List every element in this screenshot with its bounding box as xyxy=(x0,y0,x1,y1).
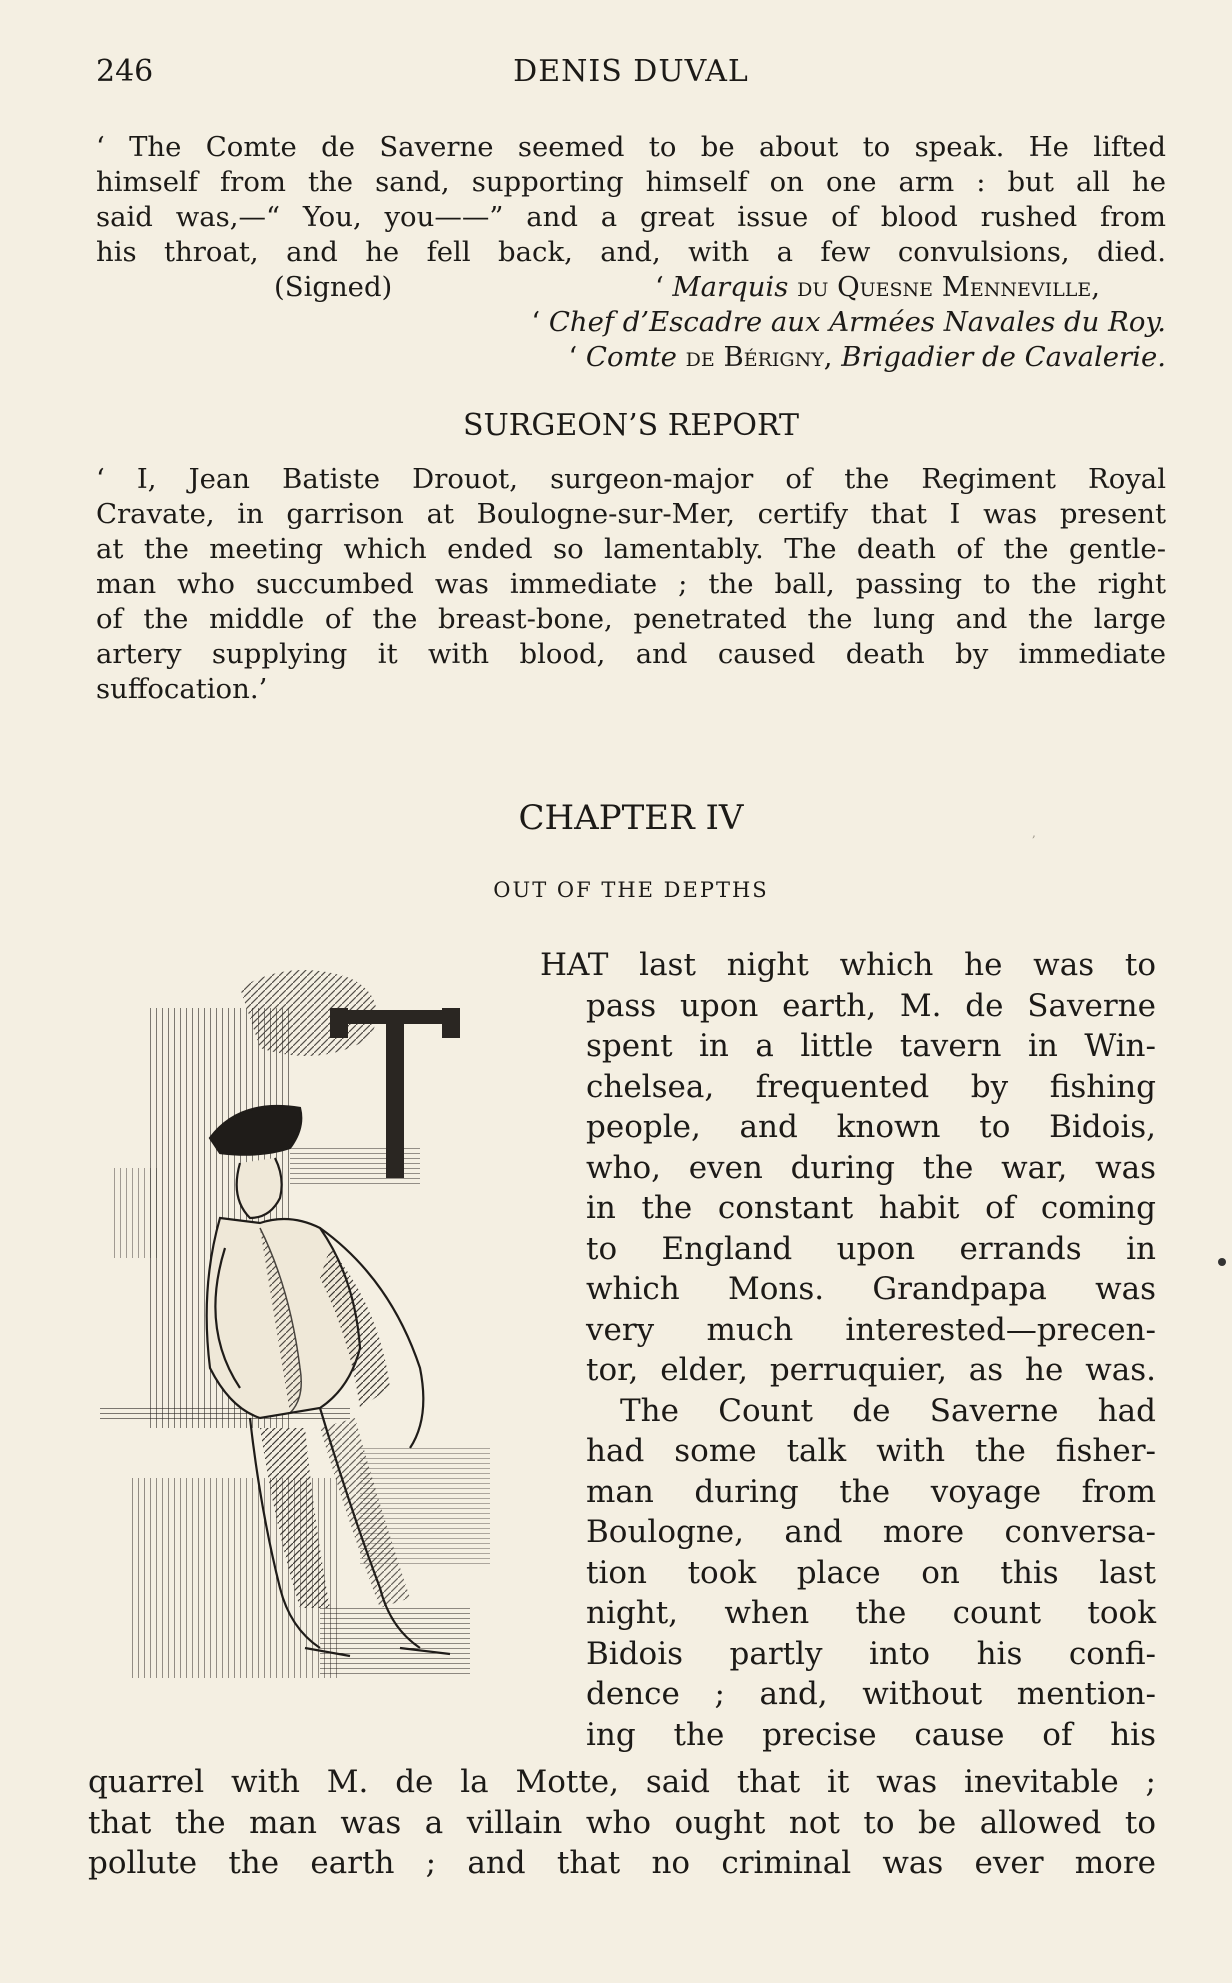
text-line: night, when the count took xyxy=(586,1595,1156,1631)
text-line: Bidois partly into his confi- xyxy=(586,1635,1156,1672)
running-title: DENIS DUVAL xyxy=(513,54,749,89)
signatory-particle: de xyxy=(685,341,715,373)
text-line: quarrel with M. de la Motte, said that it was inevitable ; xyxy=(88,1764,1156,1800)
section-heading: SURGEON’S REPORT xyxy=(462,408,800,443)
signatory-rank: Chef d’Escadre aux Armées Navales du Roy. xyxy=(548,306,1166,338)
surgeon-report-paragraph xyxy=(96,462,1166,707)
text-line: spent in a little tavern in Win- xyxy=(586,1028,1156,1064)
text-line: very much interested—precen- xyxy=(586,1311,1156,1348)
chapter-title: CHAPTER IV xyxy=(518,798,744,838)
text-line: pollute the earth ; and that no criminal was ever more xyxy=(88,1845,1156,1881)
text-line: in the constant habit of coming xyxy=(586,1190,1156,1226)
quote-mark: ‘ xyxy=(531,306,549,338)
text-line: HAT last night which he was to xyxy=(540,947,1156,983)
chapter-subtitle: OUT OF THE DEPTHS xyxy=(493,878,769,902)
chapter-continuation xyxy=(88,1762,1156,1884)
text-line: man during the voyage from xyxy=(586,1473,1156,1510)
text-line: The Count de Saverne had xyxy=(620,1392,1156,1429)
text-line: his throat, and he fell back, and, with a few convulsions, died. xyxy=(96,236,1166,268)
svg-text:T: T xyxy=(90,948,91,949)
running-head xyxy=(96,54,1166,100)
text-line: which Mons. Grandpapa was xyxy=(586,1271,1156,1307)
text-line: had some talk with the fisher- xyxy=(586,1433,1156,1469)
text-line: man who succumbed was immediate ; the ball, passing to the right xyxy=(96,568,1166,600)
signatory-1-rank xyxy=(531,305,1166,340)
text-line: said was,—“ You, you——” and a great issue of blood rushed from xyxy=(96,201,1166,233)
text-line: of the middle of the breast-bone, penetrated the lung and the large xyxy=(96,603,1166,635)
signature-block xyxy=(96,270,1166,375)
signatory-name: Quesne Menneville, xyxy=(837,271,1100,303)
signatory-2 xyxy=(568,340,1166,375)
signatory-title: Marquis xyxy=(672,271,789,303)
ink-speck xyxy=(1218,1258,1226,1266)
text-line: Cravate, in garrison at Boulogne-sur-Mer, certify that I was present xyxy=(96,498,1166,530)
text-line: ing the precise cause of his xyxy=(586,1716,1156,1753)
text-line: tor, elder, perruquier, as he was. xyxy=(586,1352,1156,1388)
text-line: pass upon earth, M. de Saverne xyxy=(586,987,1156,1024)
signatory-particle: du xyxy=(797,271,829,303)
engraving-illustration xyxy=(90,948,538,1736)
text-line: artery supplying it with blood, and caused death by immediate xyxy=(96,638,1166,670)
text-line: who, even during the war, was xyxy=(586,1149,1156,1186)
quote-mark: ‘ xyxy=(654,271,673,303)
text-line: that the man was a villain who ought not to be allowed to xyxy=(88,1804,1156,1841)
chapter-opening-wrapped xyxy=(540,945,1156,1755)
text-line: Boulogne, and more conversa- xyxy=(586,1514,1156,1550)
text-line: chelsea, frequented by fishing xyxy=(586,1068,1156,1105)
duel-statement-paragraph xyxy=(96,130,1166,270)
text-line: to England upon errands in xyxy=(586,1230,1156,1267)
text-line: ‘ I, Jean Batiste Drouot, surgeon-major of the Regiment Royal xyxy=(96,463,1166,495)
signatory-rank: Brigadier de Cavalerie. xyxy=(841,341,1166,373)
text-line: at the meeting which ended so lamentably. The death of the gentle- xyxy=(96,533,1166,565)
text-line: tion took place on this last xyxy=(586,1554,1156,1591)
quote-mark: ‘ xyxy=(568,341,586,373)
text-line: himself from the sand, supporting himself on one arm : but all he xyxy=(96,166,1166,198)
signed-label: (Signed) xyxy=(274,271,393,303)
signatory-name: Bérigny, xyxy=(723,341,833,373)
signatory-1 xyxy=(655,270,1100,305)
text-line: ‘ The Comte de Saverne seemed to be about to speak. He lifted xyxy=(96,131,1166,163)
text-line: dence ; and, without mention- xyxy=(586,1676,1156,1712)
text-line: suffocation.’ xyxy=(96,673,268,705)
text-line: people, and known to Bidois, xyxy=(586,1109,1156,1145)
page-number: 246 xyxy=(96,54,154,89)
signatory-title: Comte xyxy=(585,341,677,373)
stray-mark: , xyxy=(1032,826,1036,840)
